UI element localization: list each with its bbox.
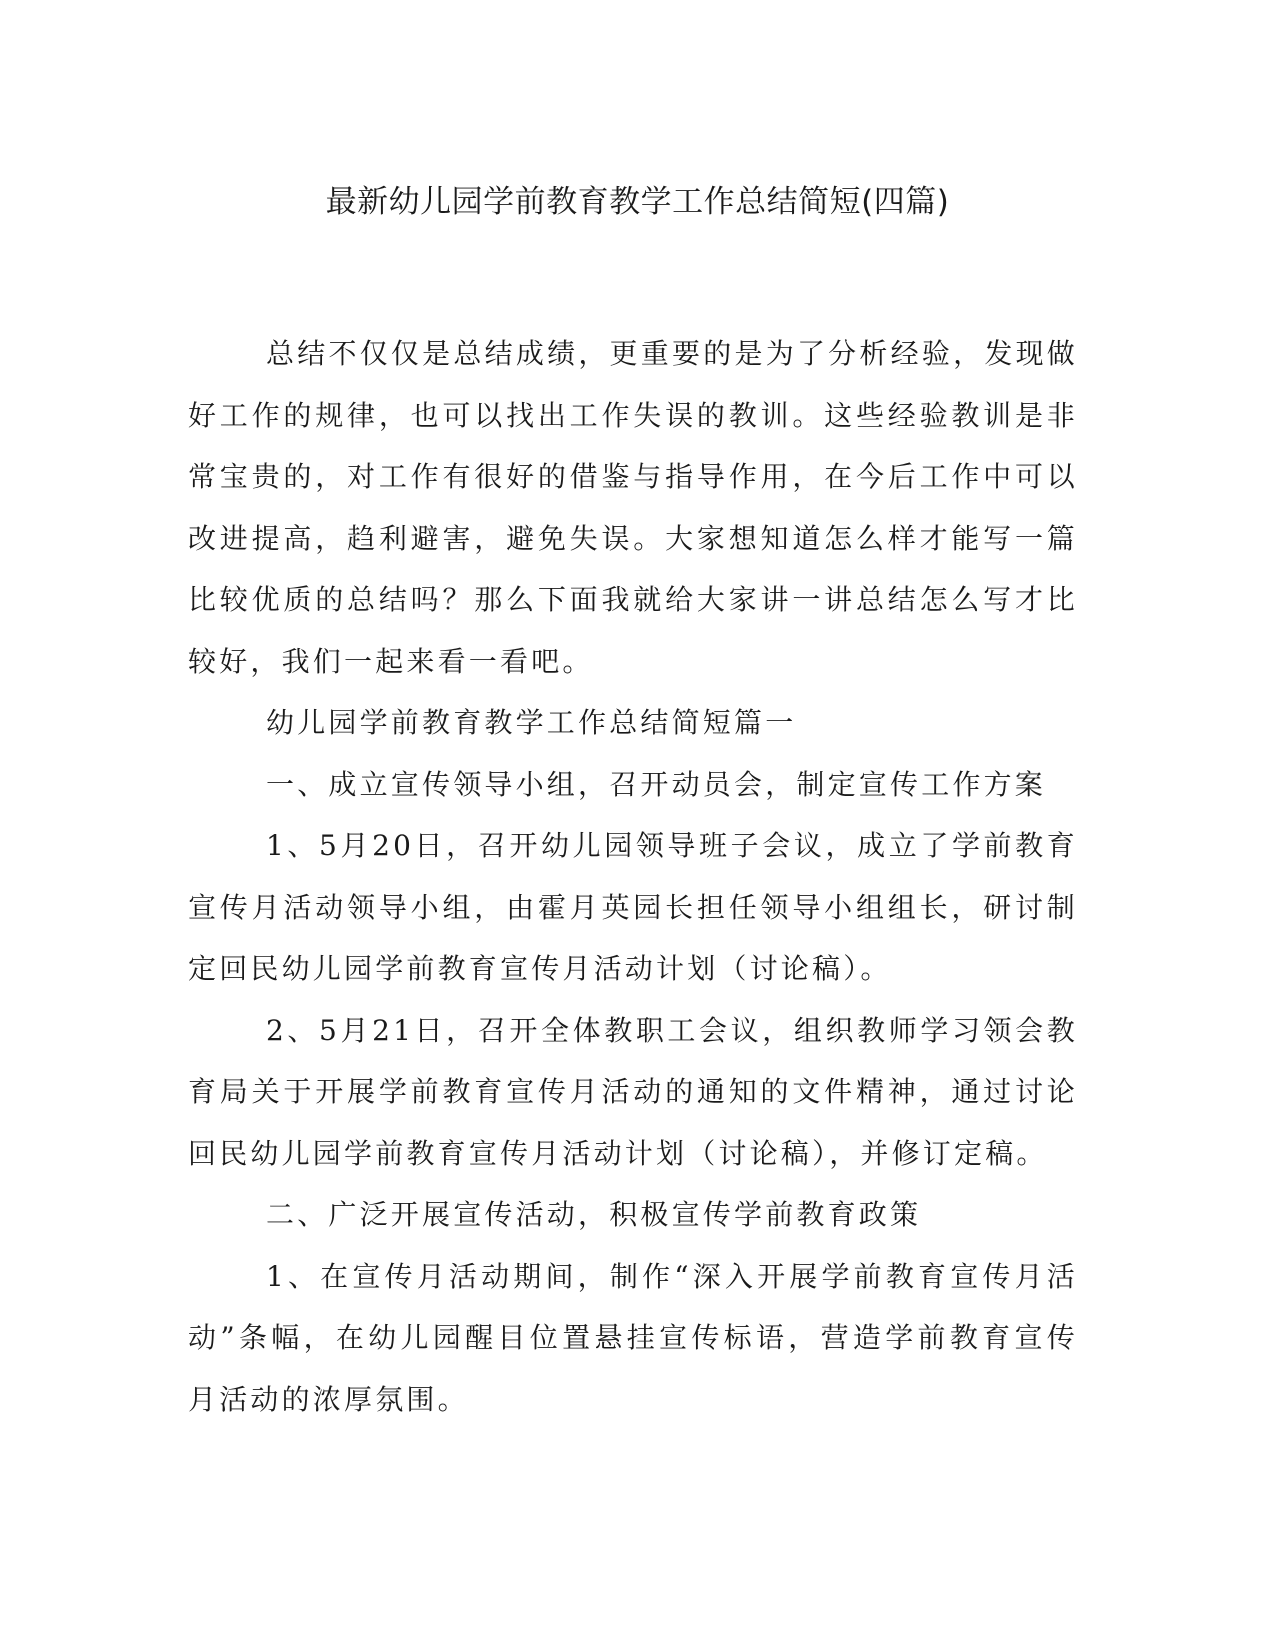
- paragraph-item-3: 1、在宣传月活动期间，制作“深入开展学前教育宣传月活动”条幅，在幼儿园醒目位置悬挂宣传标语，营造学前教育宣传月活动的浓厚氛围。: [188, 1259, 1078, 1416]
- paragraph-item-2: 2、5月21日，召开全体教职工会议，组织教师学习领会教育局关于开展学前教育宣传月活动的通知的文件精神，通过讨论回民幼儿园学前教育宣传月活动计划（讨论稿），并修订定稿。: [188, 1013, 1078, 1170]
- section-heading-two: 二、广泛开展宣传活动，积极宣传学前教育政策: [266, 1198, 922, 1231]
- paragraph-item-1: 1、5月20日，召开幼儿园领导班子会议，成立了学前教育宣传月活动领导小组，由霍月英园长担任领导小组组长，研讨制定回民幼儿园学前教育宣传月活动计划（讨论稿）。: [188, 829, 1078, 985]
- section-heading-part-one: 幼儿园学前教育教学工作总结简短篇一: [266, 706, 797, 739]
- intro-paragraph: 总结不仅仅是总结成绩，更重要的是为了分析经验，发现做好工作的规律，也可以找出工作失误的教训。这些经验教训是非常宝贵的，对工作有很好的借鉴与指导作用，在今后工作中可以改进提高，趋利避害，避免失误。大家想知道怎么样才能写一篇比较优质的总结吗？那么下面我就给大家讲一讲总结怎么写才比较好，我们一起来看一看吧。: [188, 337, 1078, 678]
- document-title: 最新幼儿园学前教育教学工作总结简短(四篇): [325, 184, 950, 220]
- section-heading-one: 一、成立宣传领导小组，召开动员会，制定宣传工作方案: [266, 767, 1047, 801]
- document-body: [188, 323, 1078, 1430]
